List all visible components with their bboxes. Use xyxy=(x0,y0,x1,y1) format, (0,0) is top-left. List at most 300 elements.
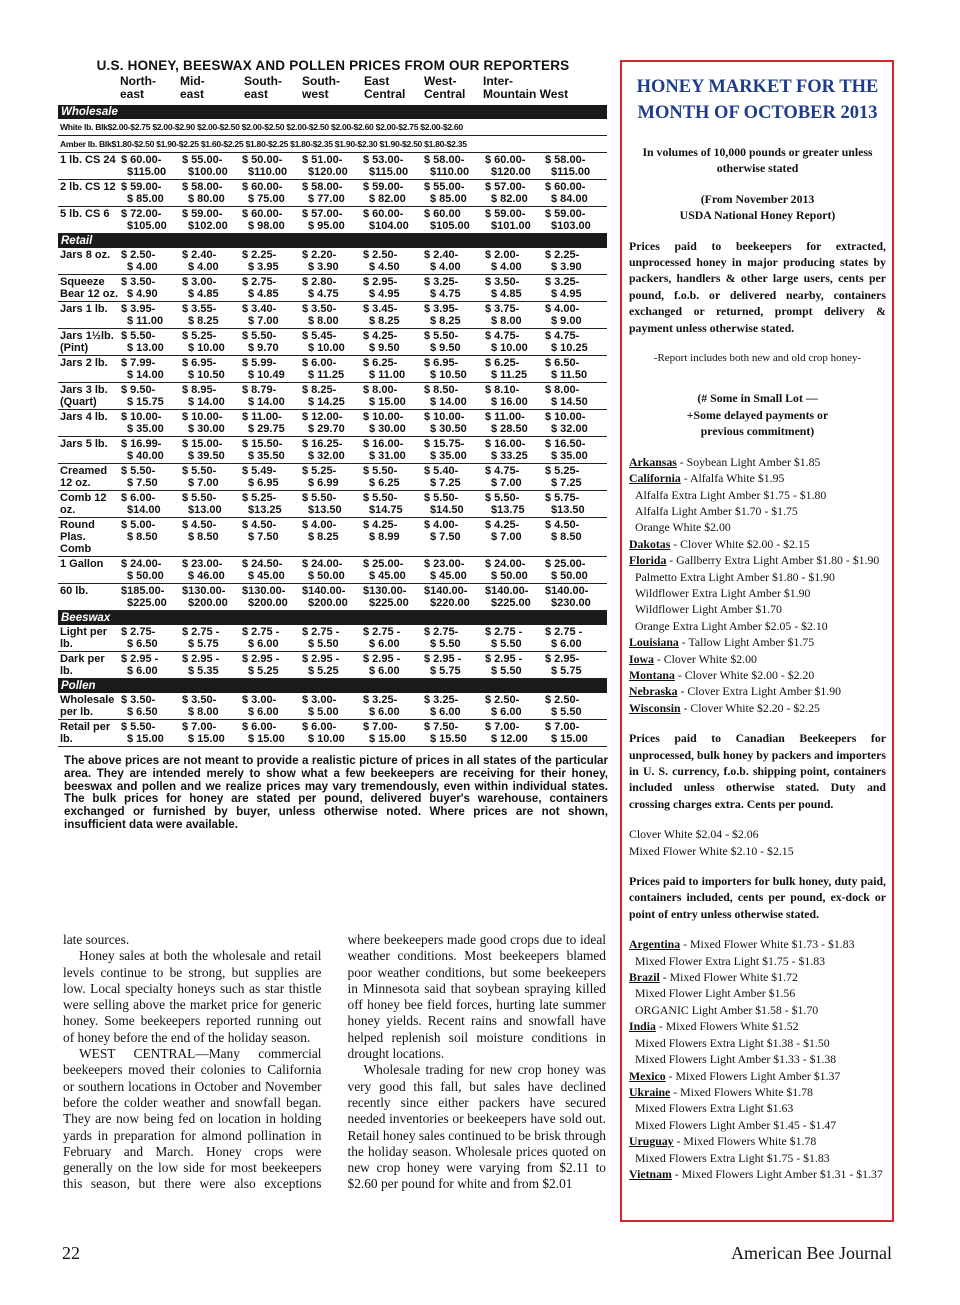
price-low: $ 8.50- xyxy=(424,384,459,396)
price-line xyxy=(629,1100,886,1116)
price-cell xyxy=(483,356,543,383)
row-label: Jars 3 lb. (Quart) xyxy=(58,383,119,410)
price-cell xyxy=(361,652,422,679)
price-high: $225.00 xyxy=(491,597,531,609)
price-low: $ 3.50- xyxy=(485,276,520,288)
price-cell xyxy=(300,464,361,491)
price-cell xyxy=(422,410,483,437)
table-row xyxy=(58,207,607,234)
price-high: $ 4.00 xyxy=(491,261,522,273)
price-cell xyxy=(240,625,300,652)
price-cell xyxy=(119,693,180,720)
price-cell xyxy=(180,557,240,584)
price-low: $ 60.00- xyxy=(363,208,404,220)
price-high: $110.00 xyxy=(248,166,288,178)
price-cell xyxy=(119,584,180,611)
price-line xyxy=(629,552,886,568)
price-cell xyxy=(180,180,240,207)
price-low: $ 4.25- xyxy=(485,519,520,531)
price-high: $230.00 xyxy=(551,597,591,609)
row-label: Creamed 12 oz. xyxy=(58,464,119,491)
price-low: $ 72.00- xyxy=(121,208,162,220)
price-cell xyxy=(119,625,180,652)
price-high: $ 14.00 xyxy=(430,396,467,408)
price-cell xyxy=(483,652,543,679)
price-high: $ 29.75 xyxy=(248,423,285,435)
price-low: $ 2.75 - xyxy=(485,626,523,638)
price-high: $ 4.00 xyxy=(127,261,158,273)
price-high: $105.00 xyxy=(127,220,167,232)
price-table xyxy=(58,105,607,747)
price-high: $ 6.00 xyxy=(369,706,400,718)
body-paragraph: late sources. xyxy=(63,932,130,947)
price-line xyxy=(629,1133,886,1149)
price-low: $ 3.25- xyxy=(363,694,398,706)
price-high: $ 5.50 xyxy=(491,665,522,677)
price-high: $ 85.00 xyxy=(127,193,164,205)
price-cell xyxy=(300,584,361,611)
price-cell xyxy=(180,302,240,329)
price-high: $ 30.00 xyxy=(369,423,406,435)
price-high: $115.00 xyxy=(127,166,167,178)
source-line-2: USDA National Honey Report) xyxy=(679,208,836,223)
price-cell xyxy=(180,693,240,720)
price-text: Mixed Flower Light Amber $1.56 xyxy=(635,986,796,1001)
price-cell xyxy=(180,329,240,356)
honey-market-box xyxy=(620,60,894,1222)
price-low: $ 3.25- xyxy=(424,276,459,288)
price-cell xyxy=(543,518,607,557)
price-high: $13.00 xyxy=(188,504,222,516)
price-cell xyxy=(483,491,543,518)
price-cell xyxy=(119,437,180,464)
region-header: South- west xyxy=(302,74,340,101)
region-header: East Central xyxy=(364,74,406,101)
origin-name: Mexico xyxy=(629,1068,666,1083)
price-high: $ 4.85 xyxy=(248,288,279,300)
price-line xyxy=(629,585,886,601)
price-line xyxy=(629,519,886,535)
price-cell xyxy=(483,207,543,234)
price-cell xyxy=(180,275,240,302)
price-cell xyxy=(483,180,543,207)
table-row xyxy=(58,491,607,518)
price-cell xyxy=(180,356,240,383)
price-low: $ 4.00- xyxy=(302,519,337,531)
price-high: $ 98.00 xyxy=(248,220,285,232)
price-low: $ 10.00- xyxy=(424,411,465,423)
price-low: $ 4.25- xyxy=(363,330,398,342)
price-high: $ 5.50 xyxy=(430,638,461,650)
price-text: - Mixed Flower White $1.73 - $1.83 xyxy=(680,937,855,952)
table-row xyxy=(58,693,607,720)
price-low: $ 16.25- xyxy=(302,438,343,450)
price-low: $ 2.80- xyxy=(302,276,337,288)
price-high: $ 45.00 xyxy=(369,570,406,582)
price-cell xyxy=(240,383,300,410)
price-low: $ 50.00- xyxy=(242,154,283,166)
price-low: $ 25.00- xyxy=(363,558,404,570)
table-row xyxy=(58,410,607,437)
price-low: $ 2.40- xyxy=(182,249,217,261)
price-low: $ 2.95 - xyxy=(485,653,523,665)
section-header xyxy=(58,679,607,694)
price-text: Wildflower Extra Light Amber $1.90 xyxy=(635,585,811,600)
price-cell xyxy=(180,584,240,611)
price-low: $ 4.50- xyxy=(182,519,217,531)
table-row xyxy=(58,625,607,652)
price-cell xyxy=(361,557,422,584)
price-low: $ 16.99- xyxy=(121,438,162,450)
price-low: $ 25.00- xyxy=(545,558,586,570)
price-cell xyxy=(543,153,607,180)
section-name: Wholesale xyxy=(58,105,607,119)
price-cell xyxy=(240,584,300,611)
price-high: $110.00 xyxy=(430,166,470,178)
price-high: $ 33.25 xyxy=(491,450,528,462)
price-line xyxy=(629,1051,886,1067)
price-high: $ 6.00 xyxy=(248,638,279,650)
price-high: $200.00 xyxy=(308,597,348,609)
price-cell xyxy=(240,356,300,383)
price-low: $ 6.00- xyxy=(302,721,337,733)
price-low: $ 16.00- xyxy=(363,438,404,450)
price-cell xyxy=(240,693,300,720)
section-header xyxy=(58,611,607,626)
price-cell xyxy=(483,410,543,437)
price-high: $104.00 xyxy=(369,220,409,232)
price-cell xyxy=(180,248,240,275)
price-cell xyxy=(483,557,543,584)
crop-note: -Report includes both new and old crop honey- xyxy=(653,352,862,365)
price-high: $ 10.49 xyxy=(248,369,285,381)
price-low: $ 2.00- xyxy=(485,249,520,261)
price-high: $ 5.75 xyxy=(188,638,219,650)
price-cell xyxy=(180,518,240,557)
price-high: $ 11.00 xyxy=(127,315,164,327)
price-high: $ 4.75 xyxy=(430,288,461,300)
price-high: $ 5.75 xyxy=(551,665,582,677)
price-low: $ 4.75- xyxy=(545,330,580,342)
price-low: $ 6.95- xyxy=(424,357,459,369)
price-high: $ 12.00 xyxy=(491,733,528,745)
price-high: $225.00 xyxy=(127,597,167,609)
price-low: $ 3.00- xyxy=(182,276,217,288)
price-text: Palmetto Extra Light Amber $1.80 - $1.90 xyxy=(635,569,835,584)
price-high: $ 29.70 xyxy=(308,423,345,435)
row-label: Dark per lb. xyxy=(58,652,119,679)
price-low: $ 60.00- xyxy=(545,181,586,193)
price-cell xyxy=(300,383,361,410)
price-cell xyxy=(180,437,240,464)
price-high: $120.00 xyxy=(491,166,531,178)
price-low: $185.00- xyxy=(121,585,165,597)
price-line xyxy=(629,651,886,667)
bulk-price-line: Amber lb. Blk$1.80-$2.50 $1.90-$2.25 $1.60-$2.25 $1.80-$2.25 $1.80-$2.35 $1.90-$2.30 $1.90-$2.50 $1.80-$2.35 xyxy=(58,136,607,153)
price-high: $ 7.00 xyxy=(248,315,279,327)
price-high: $200.00 xyxy=(248,597,288,609)
price-low: $ 7.00- xyxy=(182,721,217,733)
price-cell xyxy=(240,720,300,747)
price-high: $ 5.00 xyxy=(308,706,339,718)
price-high: $ 5.50 xyxy=(551,706,582,718)
price-text: - Mixed Flowers White $1.78 xyxy=(670,1084,813,1099)
price-low: $ 60.00- xyxy=(121,154,162,166)
price-low: $ 5.50- xyxy=(363,492,398,504)
table-row xyxy=(58,275,607,302)
price-cell xyxy=(422,275,483,302)
price-cell xyxy=(119,207,180,234)
price-low: $ 24.00- xyxy=(302,558,343,570)
price-low: $ 8.10- xyxy=(485,384,520,396)
price-cell xyxy=(240,557,300,584)
price-high: $13.50 xyxy=(551,504,585,516)
price-low: $ 3.00- xyxy=(302,694,337,706)
price-high: $ 3.95 xyxy=(248,261,279,273)
price-high: $ 8.25 xyxy=(430,315,461,327)
us-prices-intro: Prices paid to beekeepers for extracted, unprocessed honey in major producing states by packers, handlers & other large users, cents per pound, f.o.b. or delivered nearby, containers exchanged or returned, prompt delivery & payment unless otherwise stated. xyxy=(629,238,886,335)
table-row xyxy=(58,518,607,557)
price-line xyxy=(629,1035,886,1051)
price-low: $ 60.00- xyxy=(485,154,526,166)
price-low: $ 2.75- xyxy=(121,626,156,638)
volume-note: In volumes of 10,000 pounds or greater unless otherwise stated xyxy=(642,145,873,176)
price-low: $ 55.00- xyxy=(424,181,465,193)
price-low: $ 5.50- xyxy=(182,465,217,477)
price-cell xyxy=(361,625,422,652)
price-cell xyxy=(543,720,607,747)
table-row xyxy=(58,584,607,611)
price-low: $ 8.25- xyxy=(302,384,337,396)
price-low: $ 2.95 - xyxy=(242,653,280,665)
price-cell xyxy=(483,584,543,611)
region-header: West- Central xyxy=(424,74,466,101)
price-high: $105.00 xyxy=(430,220,470,232)
import-price-list xyxy=(629,936,886,1182)
price-high: $115.00 xyxy=(369,166,409,178)
price-text: - Clover White $2.20 - $2.25 xyxy=(680,700,820,715)
price-high: $ 6.25 xyxy=(369,477,400,489)
price-low: $ 2.75 - xyxy=(182,626,220,638)
price-low: $ 8.79- xyxy=(242,384,277,396)
price-cell xyxy=(240,180,300,207)
price-high: $ 8.25 xyxy=(308,531,339,543)
price-text: - Gallberry Extra Light Amber $1.80 - $1.90 xyxy=(666,553,880,568)
price-line xyxy=(629,569,886,585)
price-line xyxy=(629,487,886,503)
price-cell xyxy=(361,248,422,275)
price-high: $ 10.50 xyxy=(188,369,225,381)
row-label: Squeeze Bear 12 oz. xyxy=(60,276,119,300)
region-header: Mid- east xyxy=(180,74,205,101)
price-high: $ 14.00 xyxy=(188,396,225,408)
price-cell xyxy=(483,275,543,302)
price-cell xyxy=(543,491,607,518)
price-cell xyxy=(543,383,607,410)
price-high: $ 5.75 xyxy=(430,665,461,677)
price-low: $ 2.95 - xyxy=(424,653,462,665)
price-low: $ 8.00- xyxy=(363,384,398,396)
price-high: $ 40.00 xyxy=(127,450,164,462)
price-high: $ 80.00 xyxy=(188,193,225,205)
price-low: $ 5.25- xyxy=(545,465,580,477)
price-cell xyxy=(240,153,300,180)
price-cell xyxy=(543,437,607,464)
price-cell xyxy=(361,518,422,557)
price-low: $ 59.00- xyxy=(121,181,162,193)
price-line xyxy=(629,1068,886,1084)
row-label: Jars 1 lb. xyxy=(58,302,119,329)
price-high: $ 82.00 xyxy=(491,193,528,205)
price-high: $ 35.00 xyxy=(127,423,164,435)
price-low: $ 3.25- xyxy=(545,276,580,288)
price-high: $ 4.85 xyxy=(491,288,522,300)
price-cell xyxy=(361,356,422,383)
price-low: $ 5.00- xyxy=(121,519,156,531)
price-high: $ 4.00 xyxy=(188,261,219,273)
price-cell xyxy=(240,652,300,679)
table-row xyxy=(58,329,607,356)
table-row xyxy=(58,437,607,464)
price-text: Alfalfa Extra Light Amber $1.75 - $1.80 xyxy=(635,487,827,502)
price-low: $ 6.25- xyxy=(363,357,398,369)
price-high: $225.00 xyxy=(369,597,409,609)
price-high: $ 15.00 xyxy=(188,733,225,745)
price-high: $ 7.50 xyxy=(430,531,461,543)
price-low: $ 2.75 - xyxy=(242,626,280,638)
price-low: $ 9.50- xyxy=(121,384,156,396)
price-high: $ 30.00 xyxy=(188,423,225,435)
price-low: $ 60.00- xyxy=(242,208,283,220)
price-low: $ 58.00- xyxy=(302,181,343,193)
price-cell xyxy=(119,518,180,557)
price-low: $ 3.75- xyxy=(485,303,520,315)
price-high: $ 50.00 xyxy=(491,570,528,582)
price-low: $ 6.50- xyxy=(545,357,580,369)
price-cell xyxy=(543,329,607,356)
price-line: Clover White $2.04 - $2.06 xyxy=(629,827,759,842)
price-line xyxy=(629,1150,886,1166)
price-high: $ 8.50 xyxy=(188,531,219,543)
section-name: Retail xyxy=(58,234,607,249)
price-high: $ 28.50 xyxy=(491,423,528,435)
price-low: $ 5.50- xyxy=(302,492,337,504)
price-high: $ 10.00 xyxy=(308,342,345,354)
price-table-title: U.S. HONEY, BEESWAX AND POLLEN PRICES FROM OUR REPORTERS xyxy=(96,58,570,73)
price-cell xyxy=(240,248,300,275)
price-high: $ 5.50 xyxy=(491,638,522,650)
price-cell xyxy=(119,275,180,302)
price-high: $ 15.75 xyxy=(127,396,164,408)
price-cell xyxy=(422,464,483,491)
price-low: $ 5.25- xyxy=(242,492,277,504)
price-low: $ 4.00- xyxy=(545,303,580,315)
price-low: $ 6.00- xyxy=(302,357,337,369)
price-cell xyxy=(180,464,240,491)
price-low: $ 2.75- xyxy=(242,276,277,288)
price-low: $ 60.00 xyxy=(424,208,461,220)
price-cell xyxy=(180,720,240,747)
price-line xyxy=(629,601,886,617)
price-cell xyxy=(543,557,607,584)
price-text: Mixed Flowers Light Amber $1.33 - $1.38 xyxy=(635,1052,837,1067)
price-high: $ 32.00 xyxy=(551,423,588,435)
price-text: Mixed Flower Extra Light $1.75 - $1.83 xyxy=(635,953,826,968)
price-cell xyxy=(180,491,240,518)
price-cell xyxy=(543,180,607,207)
price-cell xyxy=(483,693,543,720)
price-cell xyxy=(422,625,483,652)
price-cell xyxy=(240,464,300,491)
price-low: $ 2.95 - xyxy=(363,653,401,665)
price-cell xyxy=(361,720,422,747)
price-low: $ 4.25- xyxy=(363,519,398,531)
price-high: $ 9.00 xyxy=(551,315,582,327)
price-high: $ 82.00 xyxy=(369,193,406,205)
price-high: $ 16.00 xyxy=(491,396,528,408)
price-low: $ 4.00- xyxy=(424,519,459,531)
price-disclaimer: The above prices are not meant to provide a realistic picture of prices in all states of the particular area. They are intended merely to show what a few beekeepers are receiving for their honey, beeswax and pollen and we realize prices may vary tremendously, even within individual states. The bulk prices for honey are stated per pound, delivered buyer's warehouse, containers exchanged or furnished by buyer, unless otherwise noted. Where prices are not shown, insufficient data were available. xyxy=(64,754,608,831)
price-high: $ 5.50 xyxy=(308,638,339,650)
canada-intro: Prices paid to Canadian Beekeepers for unprocessed, bulk honey by packers and importers in U. S. currency, f.o.b. shipping point, containers included unless otherwise stated. Duty and crossing charges extra. Cents per pound. xyxy=(629,731,886,811)
price-high: $ 5.25 xyxy=(308,665,339,677)
price-low: $ 16.00- xyxy=(485,438,526,450)
origin-name: Montana xyxy=(629,667,675,682)
price-cell xyxy=(483,464,543,491)
price-cell xyxy=(422,248,483,275)
price-cell xyxy=(119,652,180,679)
price-cell xyxy=(119,720,180,747)
price-high: $ 8.50 xyxy=(551,531,582,543)
body-paragraph: Wholesale trading for new crop honey was very good this fall, but sales have declined recently since either packers have secured needed inventories or beekeepers have sold out. Retail honey sales continued to be brisk through the holiday season. Wholesale prices quoted on new crop honey were varying from $2.11 to $2.60 per pound for white and from $2.01 xyxy=(347,1062,606,1192)
price-line xyxy=(629,503,886,519)
page-number: 22 xyxy=(62,1243,80,1263)
price-cell xyxy=(240,329,300,356)
price-low: $ 53.00- xyxy=(363,154,404,166)
origin-name: Brazil xyxy=(629,970,660,985)
price-high: $ 8.25 xyxy=(369,315,400,327)
price-high: $ 9.70 xyxy=(248,342,279,354)
price-low: $ 2.20- xyxy=(302,249,337,261)
price-low: $ 3.50- xyxy=(302,303,337,315)
price-low: $ 3.50- xyxy=(182,694,217,706)
price-cell xyxy=(483,625,543,652)
price-high: $ 7.00 xyxy=(491,477,522,489)
price-low: $ 2.95- xyxy=(545,653,580,665)
price-text: Orange Extra Light Amber $2.05 - $2.10 xyxy=(635,618,828,633)
price-cell xyxy=(240,302,300,329)
price-high: $101.00 xyxy=(491,220,531,232)
price-text: - Mixed Flowers White $1.78 xyxy=(673,1134,817,1149)
price-low: $ 58.00- xyxy=(424,154,465,166)
price-high: $ 8.00 xyxy=(308,315,339,327)
price-cell xyxy=(300,491,361,518)
price-cell xyxy=(543,275,607,302)
price-high: $ 15.00 xyxy=(551,733,588,745)
row-label: Round Plas. Comb xyxy=(58,518,119,557)
price-cell xyxy=(119,464,180,491)
price-high: $ 5.35 xyxy=(188,665,219,677)
body-paragraph: Honey sales at both the wholesale and retail levels continue to be strong, but supplies are low. Local specialty honeys such as star thistle were selling above the market price for generic honey. Some beekeepers reported running out of honey before the end of the holiday season. xyxy=(63,948,322,1045)
origin-name: California xyxy=(629,471,681,486)
price-high: $ 8.50 xyxy=(127,531,158,543)
price-high: $ 4.75 xyxy=(308,288,339,300)
price-cell xyxy=(240,437,300,464)
price-low: $ 16.50- xyxy=(545,438,586,450)
price-cell xyxy=(422,693,483,720)
price-cell xyxy=(300,248,361,275)
price-low: $ 3.55- xyxy=(182,303,217,315)
